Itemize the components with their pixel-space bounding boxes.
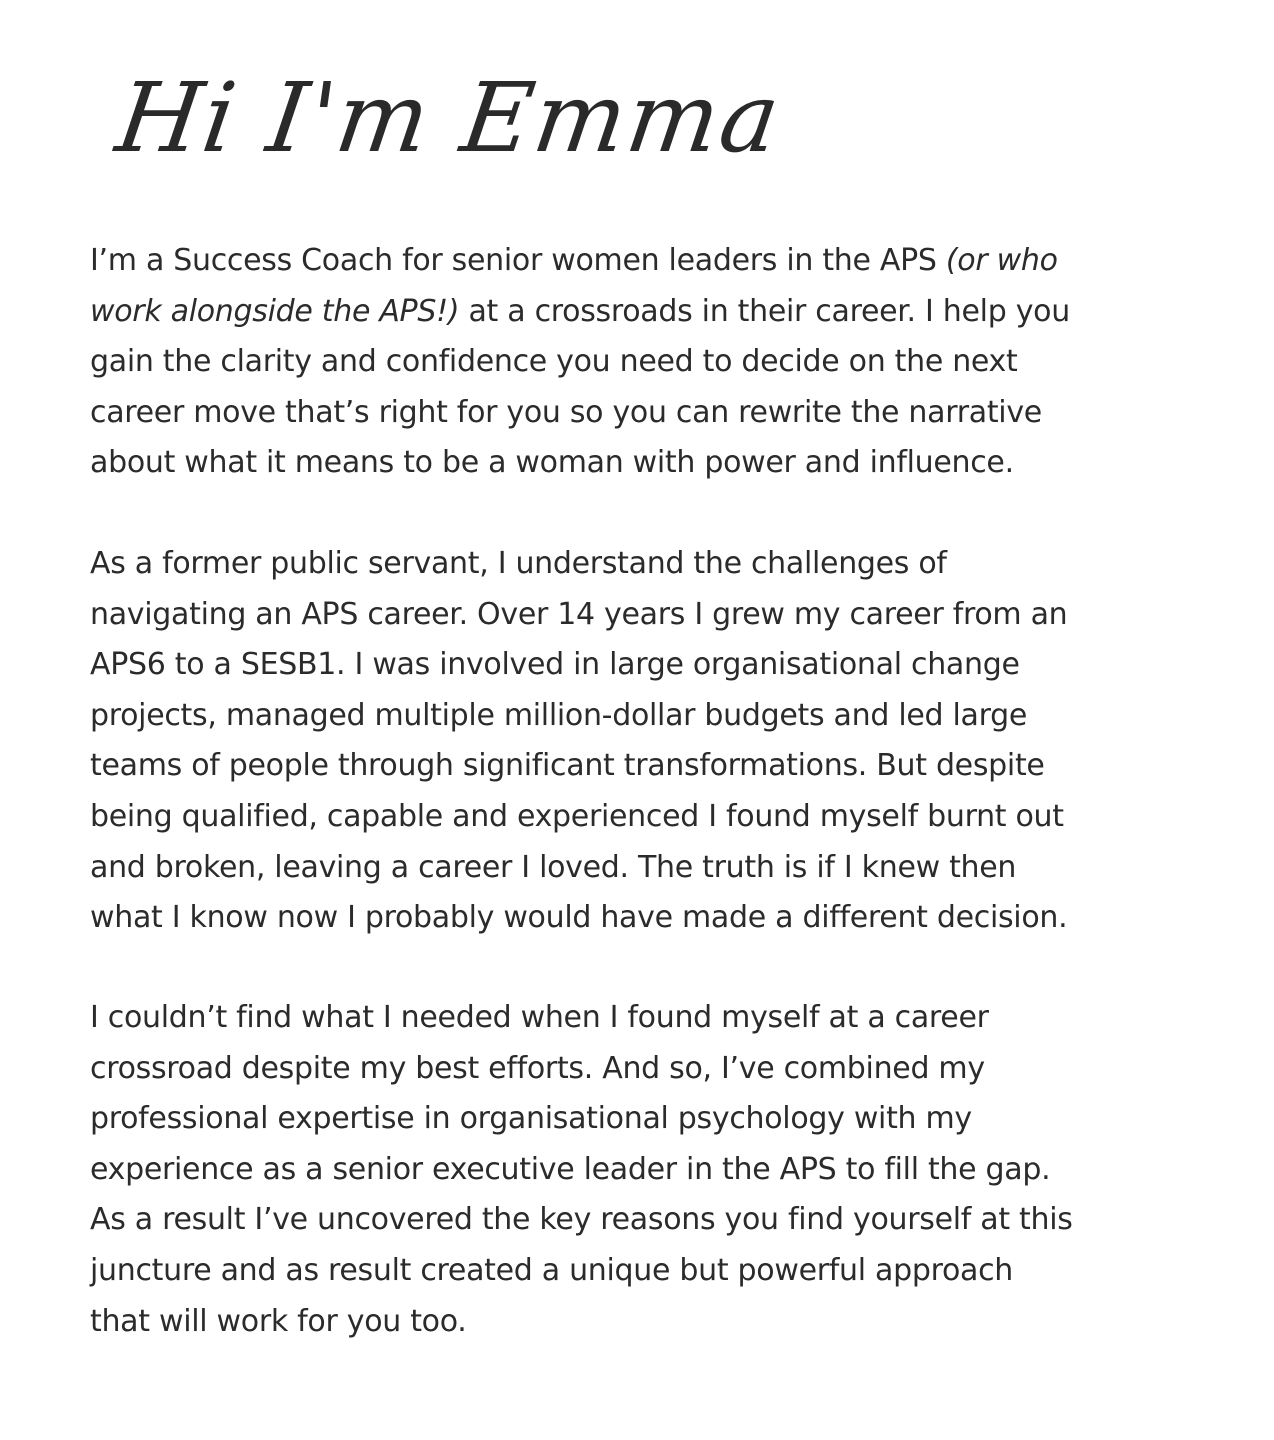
text-line: teams of people through significant transformations. But despite: [90, 748, 1045, 784]
text-line: that will work for you too.: [90, 1303, 467, 1339]
page-title: Hi I'm Emma: [110, 62, 789, 174]
text-line: APS6 to a SESB1. I was involved in large organisational change: [90, 647, 1020, 683]
approach-paragraph: [90, 993, 1073, 1347]
text-line: experience as a senior executive leader in the APS to fill the gap.: [90, 1151, 1051, 1187]
intro-paragraph: [90, 236, 1070, 489]
background-paragraph: [90, 539, 1067, 944]
text-segment: at a crossroads in their career. I help you: [459, 293, 1070, 329]
text-line: As a former public servant, I understand the challenges of: [90, 546, 947, 581]
italic-segment: (or who: [945, 243, 1058, 278]
text-segment: I’m a Success Coach for senior women leaders in the APS: [90, 243, 946, 278]
text-line: being qualified, capable and experienced I found myself burnt out: [90, 798, 1064, 834]
text-line: juncture and as result created a unique but powerful approach: [90, 1252, 1013, 1288]
text-line: navigating an APS career. Over 14 years I grew my career from an: [90, 596, 1068, 632]
text-line: projects, managed multiple million-dollar budgets and led large: [90, 697, 1028, 733]
text-line: about what it means to be a woman with power and influence.: [90, 445, 1014, 481]
text-line: crossroad despite my best efforts. And so, I’ve combined my: [90, 1050, 985, 1086]
text-line: professional expertise in organisational psychology with my: [90, 1101, 972, 1137]
italic-segment: work alongside the APS!): [90, 293, 460, 329]
text-line: and broken, leaving a career I loved. The truth is if I knew then: [90, 849, 1017, 885]
text-line: [90, 287, 1070, 338]
text-line: I couldn’t find what I needed when I found myself at a career: [90, 1000, 989, 1035]
text-line: [90, 236, 1070, 287]
text-line: career move that’s right for you so you can rewrite the narrative: [90, 394, 1042, 430]
text-line: what I know now I probably would have made a different decision.: [90, 900, 1068, 936]
text-line: gain the clarity and confidence you need to decide on the next: [90, 344, 1018, 380]
text-line: As a result I’ve uncovered the key reasons you find yourself at this: [90, 1202, 1073, 1238]
